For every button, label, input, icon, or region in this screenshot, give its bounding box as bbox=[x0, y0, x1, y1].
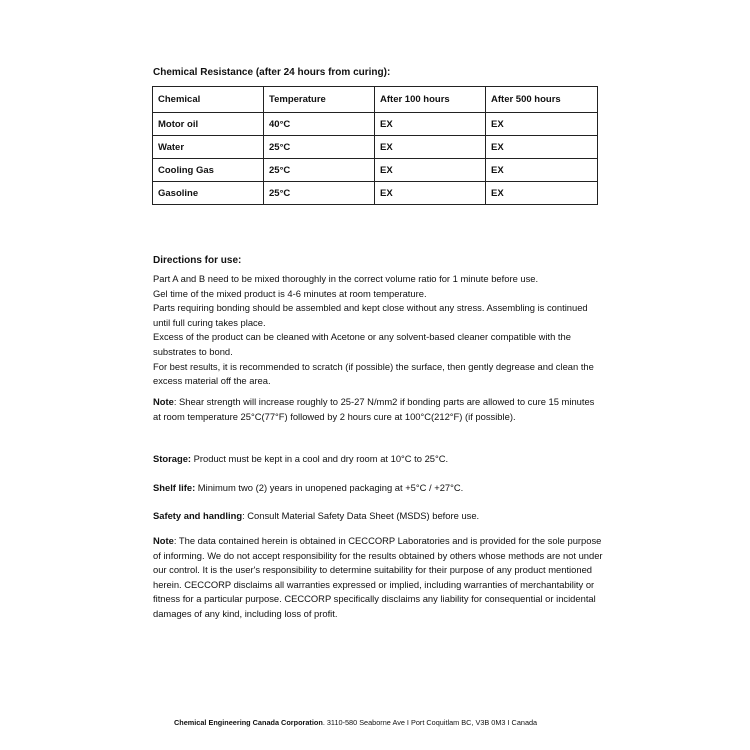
cell-after-500: EX bbox=[486, 113, 598, 136]
cell-after-100: EX bbox=[375, 159, 486, 182]
cell-temperature: 40°C bbox=[264, 113, 375, 136]
table-row bbox=[153, 136, 598, 159]
header-chemical: Chemical bbox=[153, 87, 264, 113]
directions-title: Directions for use: bbox=[153, 255, 242, 266]
cell-after-500: EX bbox=[486, 182, 598, 205]
safety-text: : Consult Material Safety Data Sheet (MSDS) before use. bbox=[242, 510, 480, 521]
cell-after-100: EX bbox=[375, 182, 486, 205]
directions-line: Excess of the product can be cleaned with Acetone or any solvent-based cleaner compatible with the substrates to bond. bbox=[153, 331, 571, 357]
directions-line: Gel time of the mixed product is 4-6 minutes at room temperature. bbox=[153, 287, 427, 299]
storage-paragraph bbox=[153, 452, 603, 467]
disclaimer-paragraph bbox=[153, 534, 603, 622]
cell-after-100: EX bbox=[375, 113, 486, 136]
header-after-500-hours: After 500 hours bbox=[486, 87, 598, 113]
header-temperature: Temperature bbox=[264, 87, 375, 113]
disclaimer-label: Note bbox=[153, 535, 174, 546]
shelf-life-label: Shelf life: bbox=[153, 482, 196, 493]
cell-after-500: EX bbox=[486, 136, 598, 159]
cell-after-100: EX bbox=[375, 136, 486, 159]
cell-temperature: 25°C bbox=[264, 182, 375, 205]
footer-company: Chemical Engineering Canada Corporation bbox=[174, 718, 323, 727]
note-label: Note bbox=[153, 396, 174, 407]
directions-body bbox=[153, 272, 603, 389]
cell-after-500: EX bbox=[486, 159, 598, 182]
disclaimer-note bbox=[153, 534, 603, 622]
cell-temperature: 25°C bbox=[264, 136, 375, 159]
directions-line: Parts requiring bonding should be assembled and kept close without any stress. Assembling is continued until full curing takes place. bbox=[153, 302, 588, 328]
cell-chemical: Motor oil bbox=[153, 113, 264, 136]
shelf-life-section bbox=[153, 481, 603, 496]
storage-text: Product must be kept in a cool and dry room at 10°C to 25°C. bbox=[191, 453, 449, 464]
header-after-100-hours: After 100 hours bbox=[375, 87, 486, 113]
table-row bbox=[153, 159, 598, 182]
table-row bbox=[153, 182, 598, 205]
note-paragraph bbox=[153, 395, 603, 424]
table-row bbox=[153, 113, 598, 136]
safety-section bbox=[153, 509, 603, 524]
disclaimer-text: : The data contained herein is obtained in CECCORP Laboratories and is provided for the sole purpose of informing. We do not accept responsibility for the results obtained by others whose methods are not under our control. It is the user's responsibility to determine suitability for their purpose of any product mentioned herein. CECCORP disclaims all warranties expressed or implied, including warranties of merchantability or fitness for a particular purpose. CECCORP specifically disclaims any liability for consequential or incidental damages of any kind, including loss of profit. bbox=[153, 535, 603, 619]
footer bbox=[174, 718, 537, 727]
safety-label: Safety and handling bbox=[153, 510, 243, 521]
cell-chemical: Gasoline bbox=[153, 182, 264, 205]
chemical-resistance-title: Chemical Resistance (after 24 hours from curing): bbox=[153, 67, 391, 78]
shelf-life-text: Minimum two (2) years in unopened packaging at +5°C / +27°C. bbox=[195, 482, 464, 493]
table-header-row bbox=[153, 87, 598, 113]
shear-strength-note bbox=[153, 395, 603, 424]
storage-label: Storage: bbox=[153, 453, 192, 464]
cell-chemical: Water bbox=[153, 136, 264, 159]
footer-address: . 3110-580 Seaborne Ave I Port Coquitlam BC, V3B 0M3 I Canada bbox=[322, 718, 538, 727]
note-text: : Shear strength will increase roughly to 25-27 N/mm2 if bonding parts are allowed to cure 15 minutes at room temperature 25°C(77°F) followed by 2 hours cure at 100°C(212°F) (if possible). bbox=[153, 396, 595, 422]
directions-line: For best results, it is recommended to scratch (if possible) the surface, then gently degrease and clean the excess material off the area. bbox=[153, 360, 594, 387]
storage-section bbox=[153, 452, 603, 467]
directions-line: Part A and B need to be mixed thoroughly in the correct volume ratio for 1 minute before use. bbox=[153, 273, 539, 284]
shelf-life-paragraph bbox=[153, 481, 603, 496]
cell-chemical: Cooling Gas bbox=[153, 159, 264, 182]
safety-paragraph bbox=[153, 509, 603, 524]
chemical-resistance-table bbox=[152, 86, 598, 205]
cell-temperature: 25°C bbox=[264, 159, 375, 182]
